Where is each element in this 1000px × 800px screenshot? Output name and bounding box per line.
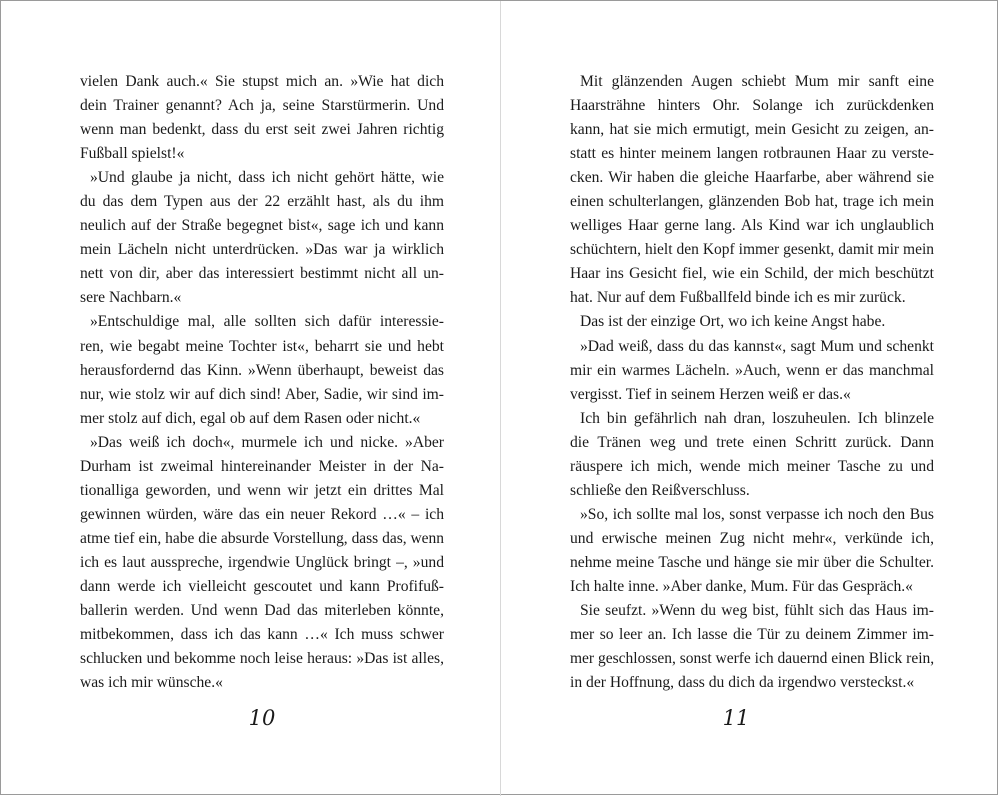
text-line: ren, wie begabt meine Tochter ist«, beharrt sie und hebt — [80, 337, 444, 355]
text-line: sere Nachbarn.« — [80, 289, 182, 307]
right-page-text — [570, 70, 934, 695]
text-line: wenn man bedenkt, dass du erst seit zwei Jahren richtig — [80, 121, 444, 139]
text-line: schüchtern, hielt den Kopf immer gesenkt, damit mir mein — [570, 241, 934, 259]
left-page-text — [80, 70, 444, 695]
text-line: »Das weiß ich doch«, murmele ich und nicke. »Aber — [90, 433, 444, 451]
text-line: was ich mir wünsche.« — [80, 674, 223, 692]
text-line: einen schulterlangen, glänzenden Bob hat, trage ich mein — [570, 193, 934, 211]
left-page — [1, 1, 500, 796]
text-line: kann, hat sie mich ermutigt, mein Gesicht zu zeigen, an- — [570, 121, 934, 139]
text-line: atme tief ein, habe die absurde Vorstellung, dass das, wenn — [80, 529, 444, 547]
text-line: herausfordernd das Kinn. »Wenn überhaupt, beweist das — [80, 361, 444, 379]
text-line: tionalliga geworden, und wenn wir jetzt ein drittes Mal — [80, 481, 444, 499]
text-line: nur, wie stolz wir auf dich sind! Aber, Sadie, wir sind im- — [80, 385, 444, 403]
text-line: ballerin werden. Und wenn Dad das miterleben könnte, — [80, 602, 444, 620]
text-line: nehme meine Tasche und hänge sie mir über die Schulter. — [570, 553, 934, 571]
text-line: welliges Haar gerne lang. Als Kind war ich unglaublich — [570, 217, 934, 235]
text-line: gewinnen würden, wäre das ein neuer Rekord …« – ich — [80, 505, 444, 523]
text-line: »Entschuldige mal, alle sollten sich dafür interessie- — [90, 313, 444, 331]
text-line: Durham ist zweimal hintereinander Meister in der Na- — [80, 457, 444, 475]
text-line: hat. Nur auf dem Fußballfeld binde ich es mir zurück. — [570, 289, 906, 307]
text-line: vielen Dank auch.« Sie stupst mich an. »Wie hat dich — [80, 73, 444, 90]
text-line: Das ist der einzige Ort, wo ich keine Angst habe. — [580, 313, 886, 331]
text-line: Ich halte inne. »Aber danke, Mum. Für das Gespräch.« — [570, 577, 913, 595]
text-line: dein Trainer genannt? Ach ja, seine Starstürmerin. Und — [80, 97, 444, 115]
text-line: in der Hoffnung, dass du dich da irgendwo versteckst.« — [570, 674, 915, 692]
text-line: und erwische meinen Zug nicht mehr«, verkünde ich, — [570, 529, 934, 547]
text-line: räuspere ich mich, wende mich meiner Tasche zu und — [570, 457, 934, 475]
text-line: mer so leer an. Ich lasse die Tür zu deinem Zimmer im- — [570, 626, 934, 644]
text-line: neulich auf der Straße begegnet bist«, sage ich und kann — [80, 217, 444, 235]
text-line: du das dem Typen aus der 22 erzählt hast, als du ihm — [80, 193, 444, 211]
right-page — [501, 1, 1000, 796]
text-line: Haarsträhne hinters Ohr. Solange ich zurückdenken — [570, 97, 934, 115]
text-line: mir ein warmes Lächeln. »Auch, wenn er das manchmal — [570, 361, 934, 379]
text-line: Sie seufzt. »Wenn du weg bist, fühlt sich das Haus im- — [580, 602, 934, 620]
text-line: mer stolz auf dich, egal ob auf dem Rasen oder nicht.« — [80, 409, 421, 427]
text-line: Ich bin gefährlich nah dran, loszuheulen. Ich blinzele — [580, 409, 934, 427]
text-line: Mit glänzenden Augen schiebt Mum mir sanft eine — [580, 73, 934, 90]
text-line: mer geschlossen, sonst werfe ich dauernd einen Blick rein, — [570, 650, 935, 668]
text-line: schlucken und bekomme noch leise heraus: »Das ist alles, — [80, 650, 444, 668]
text-line: nett von dir, aber das interessiert bestimmt nicht all un- — [80, 265, 444, 283]
text-line: mein Lächeln nicht unterdrücken. »Das war ja wirklich — [80, 241, 444, 259]
text-line: dann werde ich vielleicht gescoutet und kann Profifuß- — [80, 577, 444, 595]
text-line: ich es laut ausspreche, irgendwie Unglück bringt –, »und — [80, 553, 444, 571]
text-line: »Dad weiß, dass du das kannst«, sagt Mum und schenkt — [580, 337, 934, 355]
text-line: cken. Wir haben die gleiche Haarfarbe, aber während sie — [570, 169, 934, 187]
text-line: Haar ins Gesicht fiel, wie ein Schild, der mich beschützt — [570, 265, 934, 283]
text-line: schließe den Reißverschluss. — [570, 481, 750, 499]
text-line: vergisst. Tief in seinem Herzen weiß er das.« — [570, 385, 851, 403]
text-line: mitbekommen, dass ich das kann …« Ich muss schwer — [80, 626, 444, 644]
text-line: statt es hinter meinem langen rotbraunen Haar zu verste- — [570, 145, 934, 163]
text-line: »So, ich sollte mal los, sonst verpasse ich noch den Bus — [580, 505, 934, 523]
text-line: die Tränen weg und trete einen Schritt zurück. Dann — [570, 433, 934, 451]
page-number: 11 — [722, 706, 750, 730]
page-number: 10 — [248, 706, 276, 730]
text-line: Fußball spielst!« — [80, 145, 185, 163]
text-line: »Und glaube ja nicht, dass ich nicht gehört hätte, wie — [90, 169, 444, 187]
